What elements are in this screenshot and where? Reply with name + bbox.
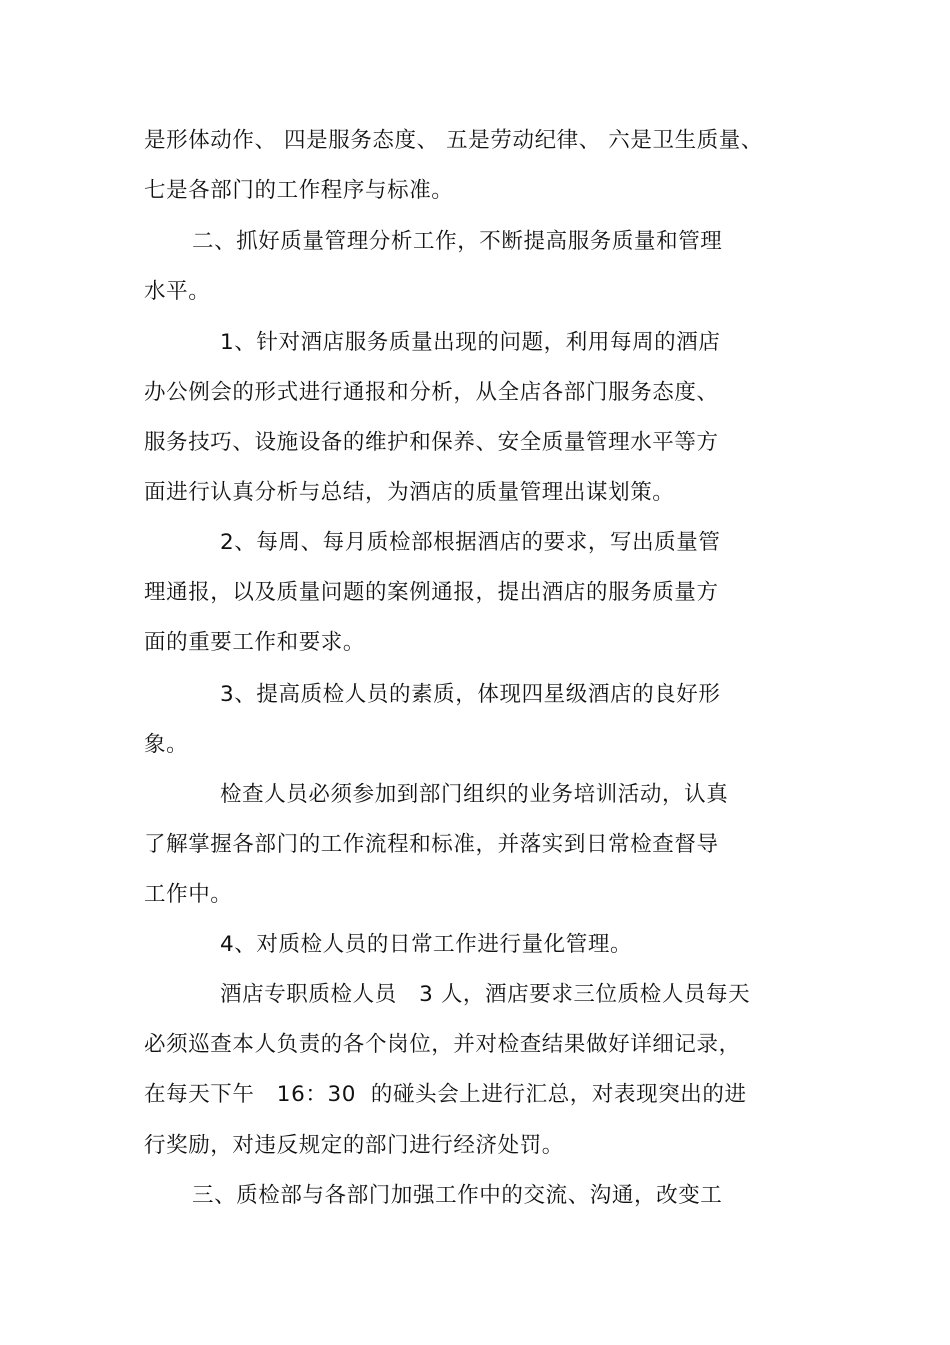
text-line: 面的重要工作和要求。	[144, 630, 366, 655]
text-line: 检查人员必须参加到部门组织的业务培训活动，认真	[220, 782, 729, 807]
text-line: 必须巡查本人负责的各个岗位，并对检查结果做好详细记录，	[144, 1032, 741, 1057]
text-line: 三、质检部与各部门加强工作中的交流、沟通，改变工	[192, 1183, 723, 1208]
text-line: 办公例会的形式进行通报和分析，从全店各部门服务态度、	[144, 380, 719, 405]
text-line: 水平。	[144, 279, 211, 304]
text-line: 服务技巧、设施设备的维护和保养、安全质量管理水平等方	[144, 430, 719, 455]
text-line: 2、每周、每月质检部根据酒店的要求，写出质量管	[220, 530, 721, 555]
text-line: 在每天下午 16：30 的碰头会上进行汇总，对表现突出的进	[144, 1082, 747, 1107]
text-line: 了解掌握各部门的工作流程和标准，并落实到日常检查督导	[144, 832, 719, 857]
text-line: 酒店专职质检人员 3 人，酒店要求三位质检人员每天	[220, 982, 751, 1007]
text-line: 3、提高质检人员的素质，体现四星级酒店的良好形	[220, 682, 721, 707]
text-line: 七是各部门的工作程序与标准。	[144, 178, 454, 203]
text-line: 理通报，以及质量问题的案例通报，提出酒店的服务质量方	[144, 580, 719, 605]
text-line: 是形体动作、 四是服务态度、 五是劳动纪律、 六是卫生质量、	[144, 128, 764, 153]
text-line: 二、抓好质量管理分析工作，不断提高服务质量和管理	[192, 229, 723, 254]
text-line: 1、针对酒店服务质量出现的问题，利用每周的酒店	[220, 330, 721, 355]
text-line: 行奖励，对违反规定的部门进行经济处罚。	[144, 1133, 564, 1158]
text-line: 象。	[144, 732, 189, 757]
text-line: 面进行认真分析与总结，为酒店的质量管理出谋划策。	[144, 480, 675, 505]
text-line: 工作中。	[144, 882, 233, 907]
text-line: 4、对质检人员的日常工作进行量化管理。	[220, 932, 633, 957]
